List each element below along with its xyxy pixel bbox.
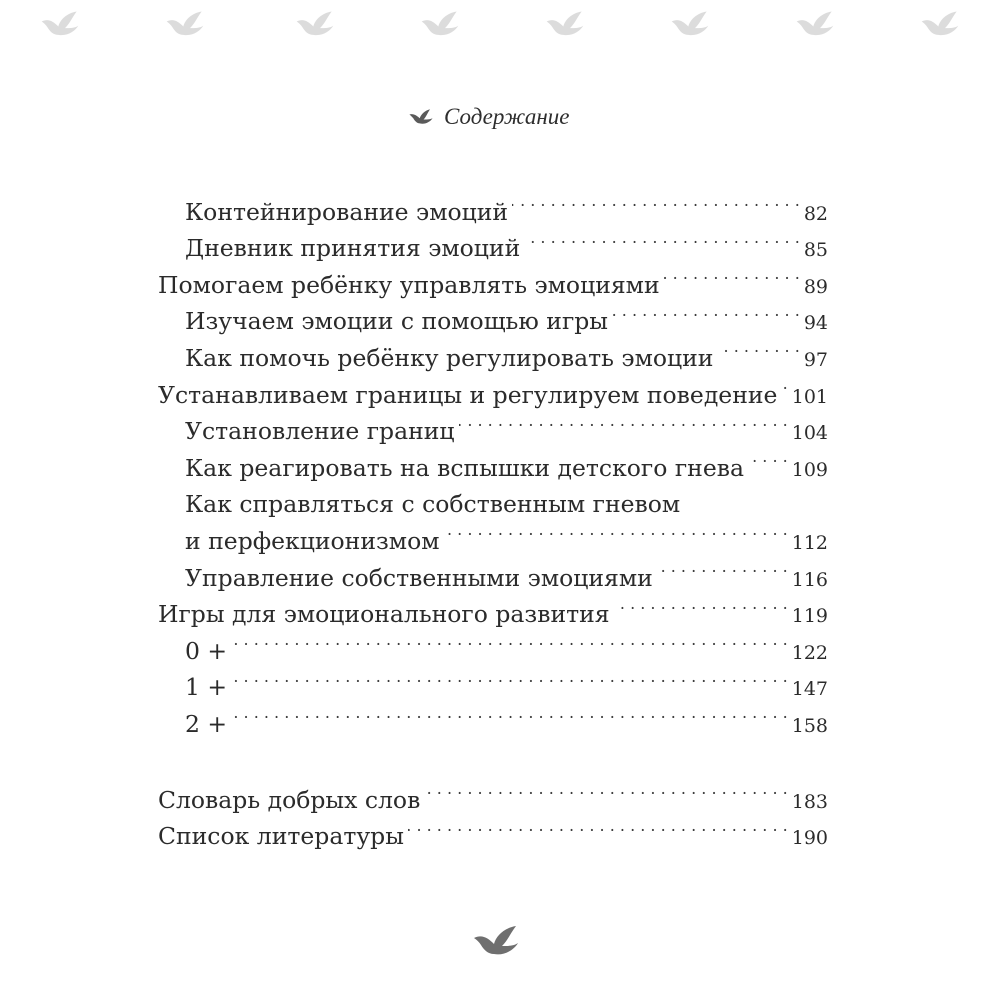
toc-leader-dots xyxy=(684,476,824,513)
bird-icon xyxy=(920,8,960,40)
bird-icon xyxy=(670,8,710,40)
toc-leader-dots xyxy=(664,256,800,293)
toc-group xyxy=(158,183,828,738)
bird-icon xyxy=(472,924,520,958)
bird-icon xyxy=(408,108,434,126)
toc-entry-page: 183 xyxy=(791,790,828,813)
toc-entry-title: 1 + xyxy=(185,673,228,702)
toc-entry[interactable] xyxy=(158,771,828,814)
toc-entry-title: Список литературы xyxy=(158,822,404,851)
toc-entry-title: Устанавливаем границы и регулируем поведение xyxy=(158,380,778,409)
running-header xyxy=(408,104,569,130)
toc-entry-title: 2 + xyxy=(185,709,228,738)
toc-entry-title: Словарь добрых слов xyxy=(158,785,421,814)
toc-leader-dots xyxy=(614,586,788,623)
toc-leader-dots xyxy=(424,771,787,808)
toc-leader-dots xyxy=(459,403,788,440)
toc-entry-title: Контейнирование эмоций xyxy=(185,197,509,226)
toc-entry[interactable] xyxy=(158,476,828,519)
toc-group-spacer xyxy=(158,732,828,771)
toc-entry-title: Изучаем эмоции с помощью игры xyxy=(185,307,608,336)
toc-leader-dots xyxy=(512,183,800,220)
toc-leader-dots xyxy=(748,439,788,476)
toc-entry-page: 94 xyxy=(803,312,828,335)
toc-entry-page: 85 xyxy=(803,239,828,262)
toc-leader-dots xyxy=(781,366,787,403)
toc-entry[interactable] xyxy=(158,403,828,446)
toc-entry[interactable] xyxy=(158,512,828,555)
toc-entry-page: 158 xyxy=(791,714,828,737)
toc-entry-page: 101 xyxy=(791,385,828,408)
toc-entry-title: 0 + xyxy=(185,636,228,665)
toc-entry-page: 97 xyxy=(803,348,828,371)
toc-entry-title: Как помочь ребёнку регулировать эмоции xyxy=(185,343,714,372)
toc-entry[interactable] xyxy=(158,808,828,851)
bird-icon xyxy=(545,8,585,40)
toc-entry-title: Управление собственными эмоциями xyxy=(185,563,653,592)
toc-leader-dots xyxy=(612,293,800,330)
table-of-contents xyxy=(158,183,828,851)
toc-entry-title: Установление границ xyxy=(185,417,455,446)
toc-entry[interactable] xyxy=(158,659,828,702)
bird-icon xyxy=(795,8,835,40)
toc-entry-title: Дневник принятия эмоций xyxy=(185,234,521,263)
toc-leader-dots xyxy=(231,659,788,696)
toc-entry-page: 109 xyxy=(791,458,828,481)
bird-icon xyxy=(420,8,460,40)
toc-entry-page: 82 xyxy=(803,202,828,225)
toc-entry-page: 116 xyxy=(791,568,828,591)
toc-leader-dots xyxy=(717,329,799,366)
toc-entry[interactable] xyxy=(158,256,828,299)
toc-entry[interactable] xyxy=(158,439,828,482)
toc-entry[interactable] xyxy=(158,183,828,226)
toc-entry-title: Помогаем ребёнку управлять эмоциями xyxy=(158,270,660,299)
toc-leader-dots xyxy=(408,808,788,845)
toc-group xyxy=(158,771,828,851)
toc-entry[interactable] xyxy=(158,622,828,665)
toc-entry-page: 190 xyxy=(791,827,828,850)
bird-icon xyxy=(295,8,335,40)
toc-entry[interactable] xyxy=(158,220,828,263)
bird-icon xyxy=(40,8,80,40)
toc-entry[interactable] xyxy=(158,586,828,629)
toc-leader-dots xyxy=(444,512,788,549)
toc-entry-title: Игры для эмоционального развития xyxy=(158,600,610,629)
toc-entry-page: 104 xyxy=(791,422,828,445)
toc-leader-dots xyxy=(231,695,788,732)
toc-entry-page: 119 xyxy=(791,605,828,628)
toc-leader-dots xyxy=(657,549,788,586)
toc-entry-page: 147 xyxy=(791,678,828,701)
toc-entry-title: Как справляться с собственным гневом xyxy=(185,490,681,519)
toc-leader-dots xyxy=(231,622,788,659)
toc-entry[interactable] xyxy=(158,366,828,409)
toc-entry[interactable] xyxy=(158,293,828,336)
toc-entry-title: Как реагировать на вспышки детского гнева xyxy=(185,453,744,482)
toc-entry[interactable] xyxy=(158,329,828,372)
toc-leader-dots xyxy=(524,220,800,257)
bird-icon xyxy=(165,8,205,40)
toc-entry[interactable] xyxy=(158,549,828,592)
header-title: Содержание xyxy=(444,104,570,129)
toc-entry-page: 112 xyxy=(791,531,828,554)
toc-entry[interactable] xyxy=(158,695,828,738)
toc-entry-title: и перфекционизмом xyxy=(185,526,440,555)
toc-entry-page: 89 xyxy=(803,275,828,298)
decorative-bird-row xyxy=(0,8,1000,52)
toc-entry-page: 122 xyxy=(791,641,828,664)
